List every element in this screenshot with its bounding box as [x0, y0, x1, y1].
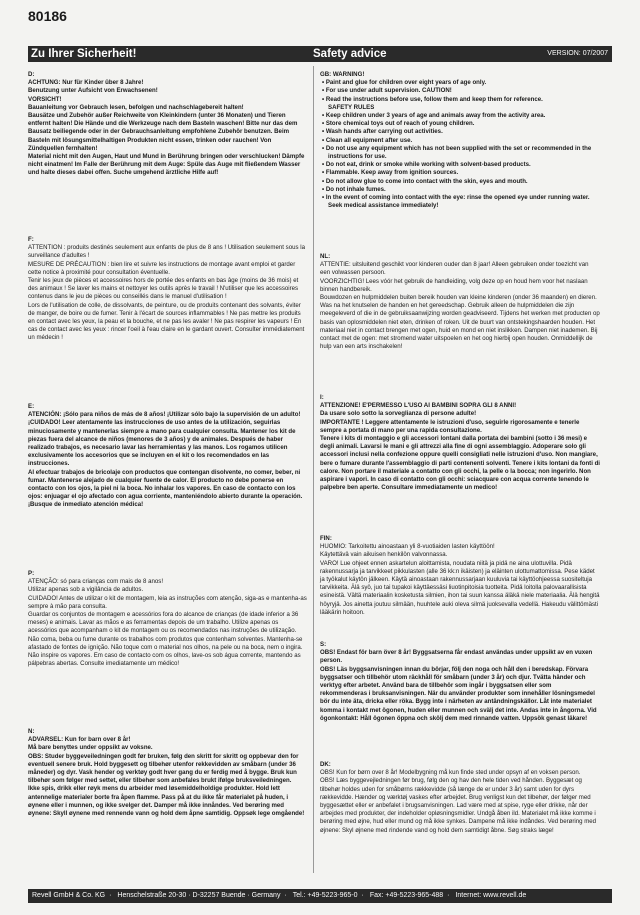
warning-text: OBS! Endast för barn över 8 år! Byggsatserna får endast användas under uppsikt av en vuxen person.	[320, 649, 593, 665]
section-i	[320, 394, 600, 492]
body-text: Tenere i kits di montaggio e gli accessori lontani dalla portata dei bambini (sotto i 36 mesi) e degli animali. Lavarsi le mani e gli attrezzi alla fine di ogni assemblaggio. Adoperare solo gli accessori inclusi nella confezione oppure quelli consigliati nelle istruzioni d'uso. Non mangiare, bere o fumare durante l'assemblaggio di parti contenenti solventi. Tenere i kits lontani da fonti di calore. Non portare il materiale a contatto con gli occhi, la pelle o la bocca; non ingerirlo. Non aspirare i vapori. In caso di contatto con gli occhi: sciacquare con acqua corrente tenendo le palpebre ben aperte. Consultare immediatamente un medico!	[320, 435, 601, 492]
body-text: ATENÇÃO: só para crianças com mais de 8 anos!	[28, 578, 164, 586]
footer-address: Henschelstraße 20-30 · D-32257 Buende · Germany	[117, 892, 281, 899]
footer-tel: Tel.: +49-5223-965-0	[292, 892, 358, 899]
body-text: VARO! Lue ohjeet ennen askartelun aloittamista, noudata niitä ja pidä ne aina ulottuvilla. Pidä rakennussarja ja tarvikkeet pikkulasten (alle 36 kk:n ikäisten) ja eläinten ulottumattomissa. Pese kädet ja työkalut käytön jälkeen. Käytä ainoastaan rakennussarjaan kuuluvia tai käyttöohjeessa suositeltuja tarvikkeita. Älä syö, juo tai tupakoi käyttäessäsi liuotinpitoisia tuotteita. Pidä loitolla palovaarallisista esineistä. Vältä materiaalin kosketusta silmien, ihon tai suun kanssa äläkä niele materiaalia. Älä hengitä höyryjä. Jos ainetta joutuu silmään, huuhtele auki oleva silmä juoksevalla vedellä. Hakeudu välittömästi lääkärin hoitoon.	[320, 559, 600, 616]
section-n	[28, 728, 308, 818]
list-item: • Store chemical toys out of reach of young children.	[328, 120, 600, 128]
version-label: VERSION: 07/2007	[547, 50, 608, 57]
section-fin	[320, 535, 600, 617]
section-nl	[320, 253, 600, 351]
body-text: HUOMIO: Tarkoitettu ainoastaan yli 8-vuotiaiden lasten käyttöön!	[320, 543, 495, 551]
warning-text: Da usare solo sotto la sorveglianza di persone adulte!	[320, 410, 477, 418]
footer-internet: Internet: www.revell.de	[455, 892, 527, 899]
section-code: F:	[28, 236, 34, 243]
list-item: • For use under adult supervision. CAUTION!	[328, 87, 600, 95]
section-code: NL:	[320, 253, 331, 260]
section-code: N:	[28, 728, 35, 735]
safety-rules-title: SAFETY RULES	[328, 103, 375, 111]
warning-text: VORSICHT!	[28, 95, 62, 103]
list-item: • Flammable. Keep away from ignition sources.	[328, 169, 600, 177]
warning-text: ADVARSEL: Kun for barn over 8 år!	[28, 736, 131, 744]
body-text: ATTENTION : produits destinés seulement aux enfants de plus de 8 ans ! Utilisation seulement sous la surveillance d'adultes !	[28, 244, 305, 260]
body-text: Bausätze und Zubehör außer Reichweite von Kleinkindern (unter 36 Monaten) und Tieren entfernt halten! Die Hände und die Werkzeuge nach dem Basteln waschen! Bitte nur das dem Bausatz beiliegende oder in der Gebrauchsanleitung empfohlene Zubehör benutzen. Beim Basteln mit lösungsmittelhaltigen Produkten nicht essen, trinken oder rauchen! Von Zündquellen fernhalten!	[28, 112, 298, 152]
body-text: Tenir les jeux de pièces et accessoires hors de portée des enfants en bas âge (moins de 36 mois) et des animaux ! Se laver les mains et nettoyer les outils après le travail ! N'utiliser que les accessoires contenus dans le jeu de pièces ou conseillés dans le manuel d'utilisation !	[28, 277, 299, 301]
section-d	[28, 71, 308, 178]
safety-rules-list	[320, 112, 600, 210]
section-code: DK:	[320, 761, 331, 768]
body-text: OBS! Kun for børn over 8 år! Modelbygning må kun finde sted under opsyn af en voksen person.	[320, 769, 581, 777]
list-item: • Clean all equipment after use.	[328, 137, 600, 145]
section-code: S:	[320, 641, 327, 648]
footer-fax: Fax: +49-5223-965-488	[369, 892, 444, 899]
list-item: • Read the instructions before use, follow them and keep them for reference.	[328, 96, 600, 104]
list-item: • Do not inhale fumes.	[328, 186, 600, 194]
header-bar	[28, 46, 612, 62]
body-text: OBS! Läs byggsanvisningen innan du börjar, följ den noga och håll den i beredskap. Förvara byggsatser och tillbehör utom räckhåll för småbarn (under 3 år) och djur. Tvätta händer och verktyg efter arbetet. Använd bara de tillbehör som ingår i byggsatsen eller som rekommenderas i bruksanvisningen. När du använder produkter som innehåller lösningsmedel bör du inte äta, dricka eller röka. Bygg inte i närheten av antändningskällor. Låt inte materialet komma i kontakt met ögonen, huden eller munnen och svälj det inte. Andas inte in ångorna. Vid ögonkontakt: Håll ögonen öppna och skölj dem med rinnande vatten. Uppsök genast läkare!	[320, 665, 597, 722]
body-text: OBS: Studer byggeveiledningen godt før bruken, følg den skritt for skritt og oppbevar den for eventuell senere bruk. Hold byggesett og tilbehør utenfor rekkevidden av småbarn (under 36 måneder) og dyr. Vask hender og verktøy godt hver gang du er ferdig med å bygge. Bruk kun tilbehør som følger med settet, eller tilbehør som anbefales brukt ifølge bruksveiledningen.	[28, 752, 299, 785]
list-item: • In the event of coming into contact with the eye: rinse the opened eye under running water. Seek medical assistance immediately!	[328, 194, 600, 210]
list-item: • Keep children under 3 years of age and animals away from the activity area.	[328, 112, 600, 120]
section-gb	[320, 71, 600, 210]
section-code: I:	[320, 394, 324, 401]
section-code: FIN:	[320, 535, 332, 542]
footer-company: Revell GmbH & Co. KG	[32, 892, 106, 899]
section-f	[28, 236, 308, 343]
body-text: Ikke spis, drikk eller røyk mens du arbeider med løsemiddelholdige produkter. Hold lett antennelige materialer borte fra åpen flamme. Pass på at du ikke får materialet på huden, i øynene eller i munnen, og ikke svelger det. Damper må ikke innåndes. Ved berøring med øynene: Skyll øynene med rennende vann og hold dem åpne samtidig. Oppsøk lege omgående!	[28, 785, 305, 818]
warning-list	[320, 79, 600, 104]
section-code: P:	[28, 570, 35, 577]
warning-text: ACHTUNG: Nur für Kinder über 8 Jahre!	[28, 79, 144, 87]
body-text: CUIDADO! Antes de utilizar o kit de montagem, leia as instruções com atenção, siga-as e mantenha-as sempre à mão para consulta.	[28, 594, 307, 610]
section-code: E:	[28, 403, 35, 410]
list-item: • Do not use any equipment which has not been supplied with the set or recommended in the instructions for use.	[328, 145, 600, 161]
body-text: OBS! Læs byggevejledningen før brug, følg den og hav den hele tiden ved hånden. Byggesæt og tilbehør holdes uden for småbørns rækkevidde (så længe de er under 3 år) samt uden for dyrs rækkevidde. Hænder og værktøj vaskes efter arbejdet. Brug venligst kun det tilbehør, der følger med byggesættet eller er anbefalet i brugsanvisningen. Lad være med at spise, ryge eller drikke, når der arbejdes med produkter, der indeholder opløsningsmidler. Undgå åben ild. Materialet må ikke komme i berøring med øjne, hud eller mund og må ikke synkes. Dampene må ikke indåndes. Ved berøring med øjnene: Skyl øjnene med rindende vand og hold dem samtidigt åbne. Søg straks læge!	[320, 777, 597, 834]
body-text: ATTENTIE: uitsluitend geschikt voor kinderen ouder dan 8 jaar! Alleen gebruiken onder toezicht van een volwassen persoon.	[320, 261, 589, 277]
section-s	[320, 641, 600, 723]
section-e	[28, 403, 308, 510]
list-item: • Wash hands after carrying out activities.	[328, 128, 600, 136]
document-number: 80186	[28, 8, 67, 24]
warning-text: ATTENZIONE! E'PERMESSO L'USO AI BAMBINI SOPRA GLI 8 ANNI!	[320, 402, 517, 410]
warning-text: Benutzung unter Aufsicht von Erwachsenen!	[28, 87, 158, 95]
body-text: MESURE DE PRÉCAUTION : bien lire et suivre les instructions de montage avant emploi et garder cette notice à proximité pour consultation éventuelle.	[28, 260, 296, 276]
body-text: Bouwdozen en hulpmiddelen buiten bereik houden van kleine kinderen (onder 36 maanden) en dieren. Was na het knutselen de handen en het gereedschap. Gebruik alleen de hulpmiddelen die zijn meegeleverd of die in de gebruiksaanwijzing worden geadviseerd. Tijdens het werken met producten op basis van oplosmiddelen niet eten, drinken of roken. Uit de buurt van ontstekingshaarden houden. Het materiaal niet in contact brengen met ogen, huid en mond en niet inslikken. Dampen niet inademen. Bij contact met de ogen: met stromend water uitspoelen en het oog hierbij open houden. Onmiddellijk de hulp van een arts inschakelen!	[320, 294, 600, 351]
header-title-german: Zu Ihrer Sicherheit!	[31, 48, 137, 60]
body-text: Käytettävä vain aikuisen henkilön valvonnassa.	[320, 551, 448, 559]
list-item: • Do not allow glue to come into contact with the skin, eyes and mouth.	[328, 178, 600, 186]
body-text: Material nicht mit den Augen, Haut und Mund in Berührung bringen oder verschlucken! Dämpfe nicht einatmen! Im Falle der Berührung mit dem Auge: Spüle das Auge mit fließendem Wasser und halte dieses dabei offen. Suche umgehend ärztliche Hilfe auf!	[28, 153, 305, 177]
body-text: IMPORTANTE ! Leggere attentamente le istruzioni d'uso, seguirle rigorosamente e tenerle sempre a portata di mano per una rapida consultazione.	[320, 418, 580, 434]
header-title-english: Safety advice	[313, 48, 387, 60]
body-text: Guardar os conjuntos de montagem e acessórios fora do alcance de crianças (de idade inferior a 36 meses) e animais. Lavar as mãos e as ferramentas depois de um trabalho. Utilize apenas os acessórios que acompanham o kit de montagem ou os recomendados nas instruções de utilização. Não coma, beba ou fume durante os trabalhos com produtos que contenham solventes. Mantenha-se afastado de fontes de ignição. Não toque com o material nos olhos, na pele ou na boca, nem o ingira. Não inspire os vapores. Em caso de contacto com os olhos, lave-os sob água corrente, mantendo as pálpebras abertas. Consulte imediatamente um médico!	[28, 611, 303, 668]
body-text: Utilizar apenas sob a vigilância de adultos.	[28, 586, 144, 594]
body-text: ¡CUIDADO! Leer atentamente las instrucciones de uso antes de la utilización, seguirlas minuciosamente y mantenerlas siempre a mano para cualquier consulta. Mantener los kit de piezas fuera del alcance de niños (menores de 3 años) y de animales. Después de haber realizado trabajos, es necesario lavar las herramientas y las manos. Los rogamos utilicen exclusivamente los accesorios que se incluyen en el kit o los recomendados en las instrucciones.	[28, 419, 296, 468]
warning-text: ATENCIÓN: ¡Sólo para niños de más de 8 años! ¡Utilizar sólo bajo la supervisión de un adulto!	[28, 411, 301, 419]
body-text: Al efectuar trabajos de bricolaje con productos que contengan disolvente, no comer, beber, ni fumar. Mantenerse alejado de cualquier fuente de calor. El producto no debe ponerse en contacto con los ojos, la piel ni la boca. No inhalar los vapores. En caso de contacto con los ojos: enjuagar el ojo afectado con agua corriente, manteniéndolo abierto durante la operación. ¡Busque de inmediato atención médica!	[28, 468, 303, 509]
footer-bar: Revell GmbH & Co. KG · Henschelstraße 20-30 · D-32257 Buende · Germany · Tel.: +49-5223-965-0 · Fax: +49-5223-965-488 · Internet: www.revell.de	[28, 889, 612, 903]
section-code: D:	[28, 71, 35, 78]
body-text: Lors de l'utilisation de colle, de dissolvants, de peinture, ou de produits contenant des solvants, éviter de manger, de boire ou de fumer. Tenir à l'écart de sources inflammables ! Ne pas mettre les produits en contact avec les yeux, la peau et la bouche, et ne pas les avaler ! Ne pas respirer les vapeurs ! En cas de contact avec les yeux : rincer l'oeil à l'eau claire en le gardant ouvert. Consulter immédiatement un médecin !	[28, 301, 305, 342]
section-dk	[320, 761, 600, 835]
body-text: VOORZICHTIG! Lees vóór het gebruik de handleiding, volg deze op en houd hem voor het naslaan binnen handbereik.	[320, 277, 588, 293]
section-p	[28, 570, 308, 668]
section-code: GB: WARNING!	[320, 71, 365, 78]
warning-text: Må bare benyttes under oppsikt av voksne.	[28, 744, 153, 752]
list-item: • Paint and glue for children over eight years of age only.	[328, 79, 600, 87]
body-text: Bauanleitung vor Gebrauch lesen, befolgen und nachschlagebereit halten!	[28, 103, 244, 111]
list-item: • Do not eat, drink or smoke while working with solvent-based products.	[328, 161, 600, 169]
column-divider	[313, 66, 314, 873]
